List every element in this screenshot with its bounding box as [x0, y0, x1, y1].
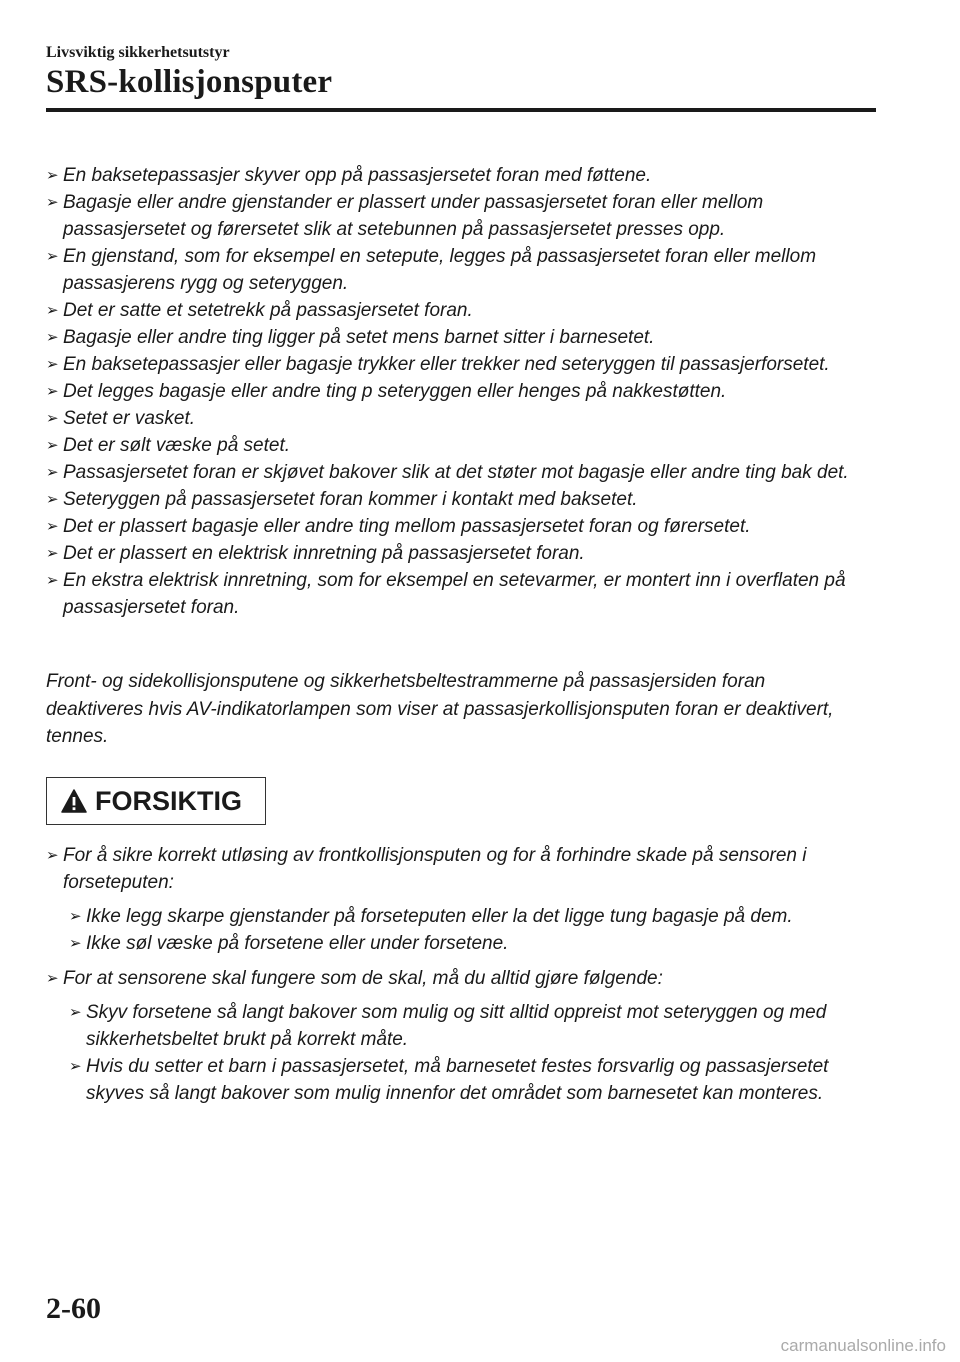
section-label: Livsviktig sikkerhetsutstyr — [46, 44, 230, 61]
list-item: ➢ Det er plassert bagasje eller andre ting mellom passasjersetet foran og førersetet. — [46, 513, 876, 540]
sub-item: ➢ Skyv forsetene så langt bakover som mulig og sitt alltid oppreist mot seteryggen og med sikkerhetsbeltet brukt på korrekt måte. — [69, 999, 876, 1053]
list-item: ➢ Bagasje eller andre gjenstander er plassert under passasjersetet foran eller mellom passasjersetet og førersetet slik at setebunnen på passasjersetet presses opp. — [46, 189, 876, 243]
watermark: carmanualsonline.info — [780, 1336, 946, 1355]
caution-sublist — [69, 999, 876, 1107]
conditions-list — [46, 162, 876, 621]
list-item: ➢ Det er sølt væske på setet. — [46, 432, 876, 459]
caution-item-text: For å sikre korrekt utløsing av frontkollisjonsputen og for å forhindre skade på sensoren i forseteputen: — [63, 845, 807, 893]
caution-box — [46, 777, 266, 825]
list-item: ➢ En baksetepassasjer skyver opp på passasjersetet foran med føttene. — [46, 162, 876, 189]
title-rule — [46, 108, 876, 112]
list-item: ➢ Det legges bagasje eller andre ting p seteryggen eller henges på nakkestøtten. — [46, 378, 876, 405]
list-item: ➢ Det er satte et setetrekk på passasjersetet foran. — [46, 297, 876, 324]
page-title: SRS-kollisjonsputer — [46, 64, 333, 100]
caution-item — [46, 965, 876, 1107]
list-item: ➢ En ekstra elektrisk innretning, som for eksempel en setevarmer, er montert inn i overflaten på passasjersetet foran. — [46, 567, 876, 621]
list-item: ➢ Setet er vasket. — [46, 405, 876, 432]
list-item: ➢ En baksetepassasjer eller bagasje trykker eller trekker ned seteryggen til passasjerforsetet. — [46, 351, 876, 378]
list-item: ➢ Det er plassert en elektrisk innretning på passasjersetet foran. — [46, 540, 876, 567]
list-item: ➢ Bagasje eller andre ting ligger på setet mens barnet sitter i barnesetet. — [46, 324, 876, 351]
warning-triangle-icon — [61, 789, 87, 813]
page-number: 2-60 — [46, 1292, 101, 1325]
caution-item-text: For at sensorene skal fungere som de skal, må du alltid gjøre følgende: — [63, 968, 663, 989]
caution-list — [46, 842, 876, 1115]
list-item: ➢ Seteryggen på passasjersetet foran kommer i kontakt med baksetet. — [46, 486, 876, 513]
sub-item: ➢ Ikke legg skarpe gjenstander på forseteputen eller la det ligge tung bagasje på dem. — [69, 903, 876, 930]
list-item: ➢ Passasjersetet foran er skjøvet bakover slik at det støter mot bagasje eller andre ting bak det. — [46, 459, 876, 486]
deactivation-paragraph: Front- og sidekollisjonsputene og sikkerhetsbeltestrammerne på passasjersiden foran deaktiveres hvis AV-indikatorlampen som viser at passasjerkollisjonsputen foran er deaktivert, tennes. — [46, 671, 834, 747]
caution-label: FORSIKTIG — [95, 785, 242, 816]
list-item: ➢ En gjenstand, som for eksempel en setepute, legges på passasjersetet foran eller mellom passasjerens rygg og seteryggen. — [46, 243, 876, 297]
sub-item: ➢ Hvis du setter et barn i passasjersetet, må barnesetet festes forsvarlig og passasjersetet skyves så langt bakover som mulig innenfor det området som barnesetet kan monteres. — [69, 1053, 876, 1107]
caution-item — [46, 842, 876, 957]
sub-item: ➢ Ikke søl væske på forsetene eller under forsetene. — [69, 930, 876, 957]
caution-sublist — [69, 903, 876, 957]
